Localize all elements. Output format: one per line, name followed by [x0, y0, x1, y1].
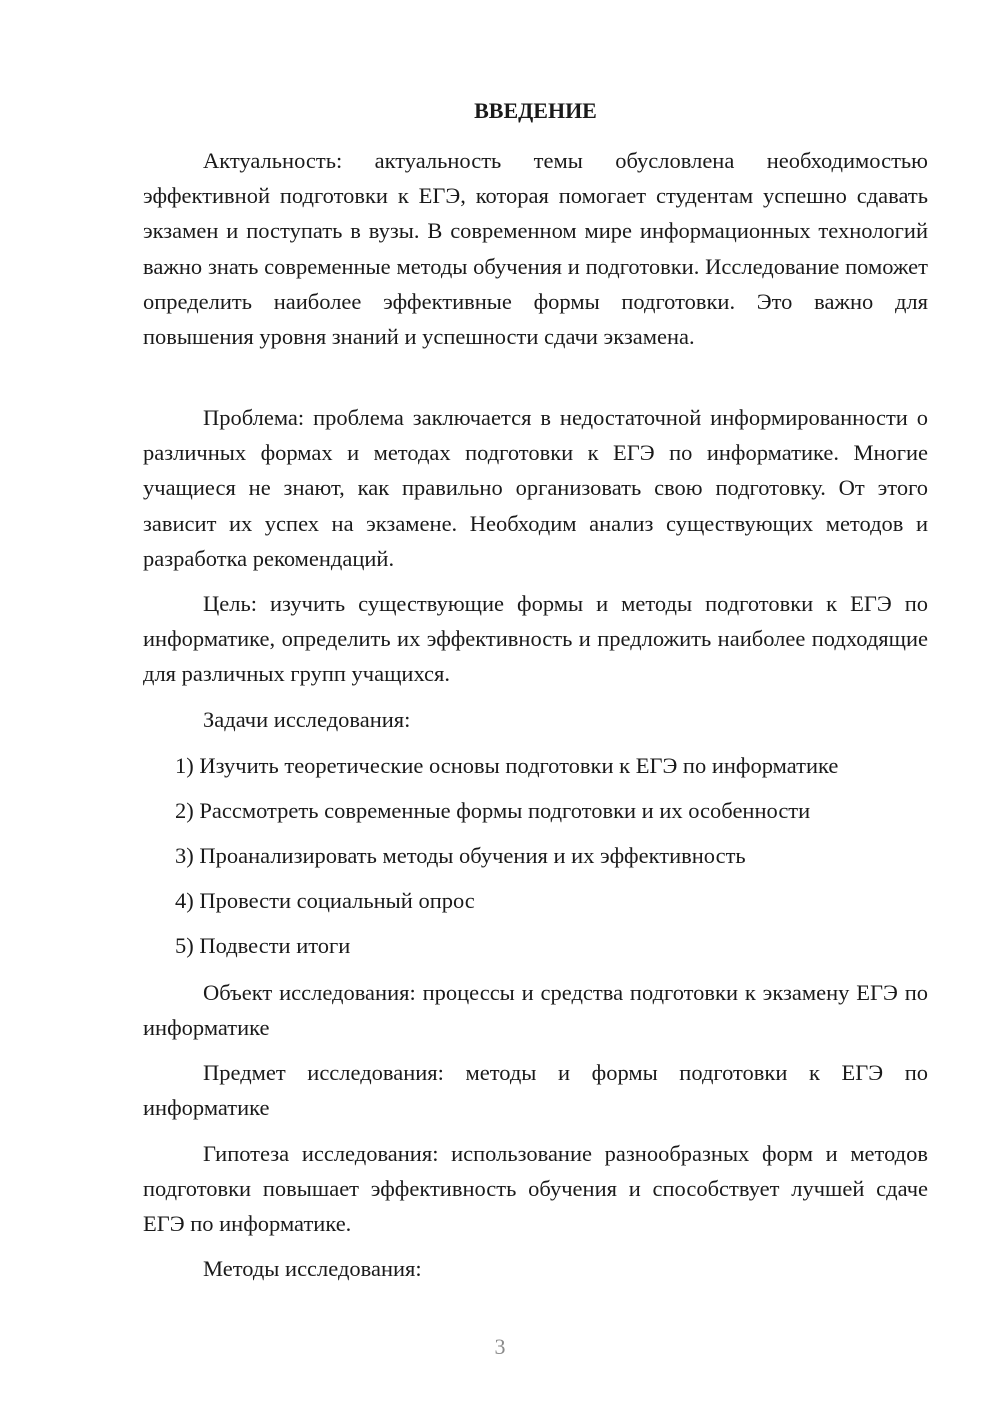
section-title: ВВЕДЕНИЕ — [474, 98, 597, 123]
task-item-1: 1) Изучить теоретические основы подготовки к ЕГЭ по информатике — [175, 753, 839, 778]
task-item-5: 5) Подвести итоги — [175, 933, 351, 958]
paragraph-subject: Предмет исследования: методы и формы подготовки к ЕГЭ по информатике — [143, 1060, 928, 1121]
page-number: 3 — [494, 1334, 506, 1359]
paragraph-hypothesis: Гипотеза исследования: использование разнообразных форм и методов подготовки повышает эффективность обучения и способствует лучшей сдаче ЕГЭ по информатике. — [143, 1141, 928, 1237]
task-item-2: 2) Рассмотреть современные формы подготовки и их особенности — [175, 798, 811, 823]
tasks-heading: Задачи исследования: — [203, 707, 411, 732]
paragraph-methods: Методы исследования: — [203, 1256, 422, 1281]
paragraph-problem: Проблема: проблема заключается в недостаточной информированности о различных формах и методах подготовки к ЕГЭ по информатике. Многие учащиеся не знают, как правильно организовать свою подготовку. От этого зависит их успех на экзамене. Необходим анализ существующих методов и разработка рекомендаций. — [143, 405, 928, 571]
task-item-4: 4) Провести социальный опрос — [175, 888, 475, 913]
paragraph-object: Объект исследования: процессы и средства подготовки к экзамену ЕГЭ по информатике — [143, 980, 928, 1041]
paragraph-relevance: Актуальность: актуальность темы обусловлена необходимостью эффективной подготовки к ЕГЭ, которая помогает студентам успешно сдавать экзамен и поступать в вузы. В современном мире информационных технологий важно знать современные методы обучения и подготовки. Исследование поможет определить наиболее эффективные формы подготовки. Это важно для повышения уровня знаний и успешности сдачи экзамена. — [143, 148, 928, 350]
task-item-3: 3) Проанализировать методы обучения и их эффективность — [175, 843, 746, 868]
paragraph-goal: Цель: изучить существующие формы и методы подготовки к ЕГЭ по информатике, определить их эффективность и предложить наиболее подходящие для различных групп учащихся. — [143, 591, 928, 687]
